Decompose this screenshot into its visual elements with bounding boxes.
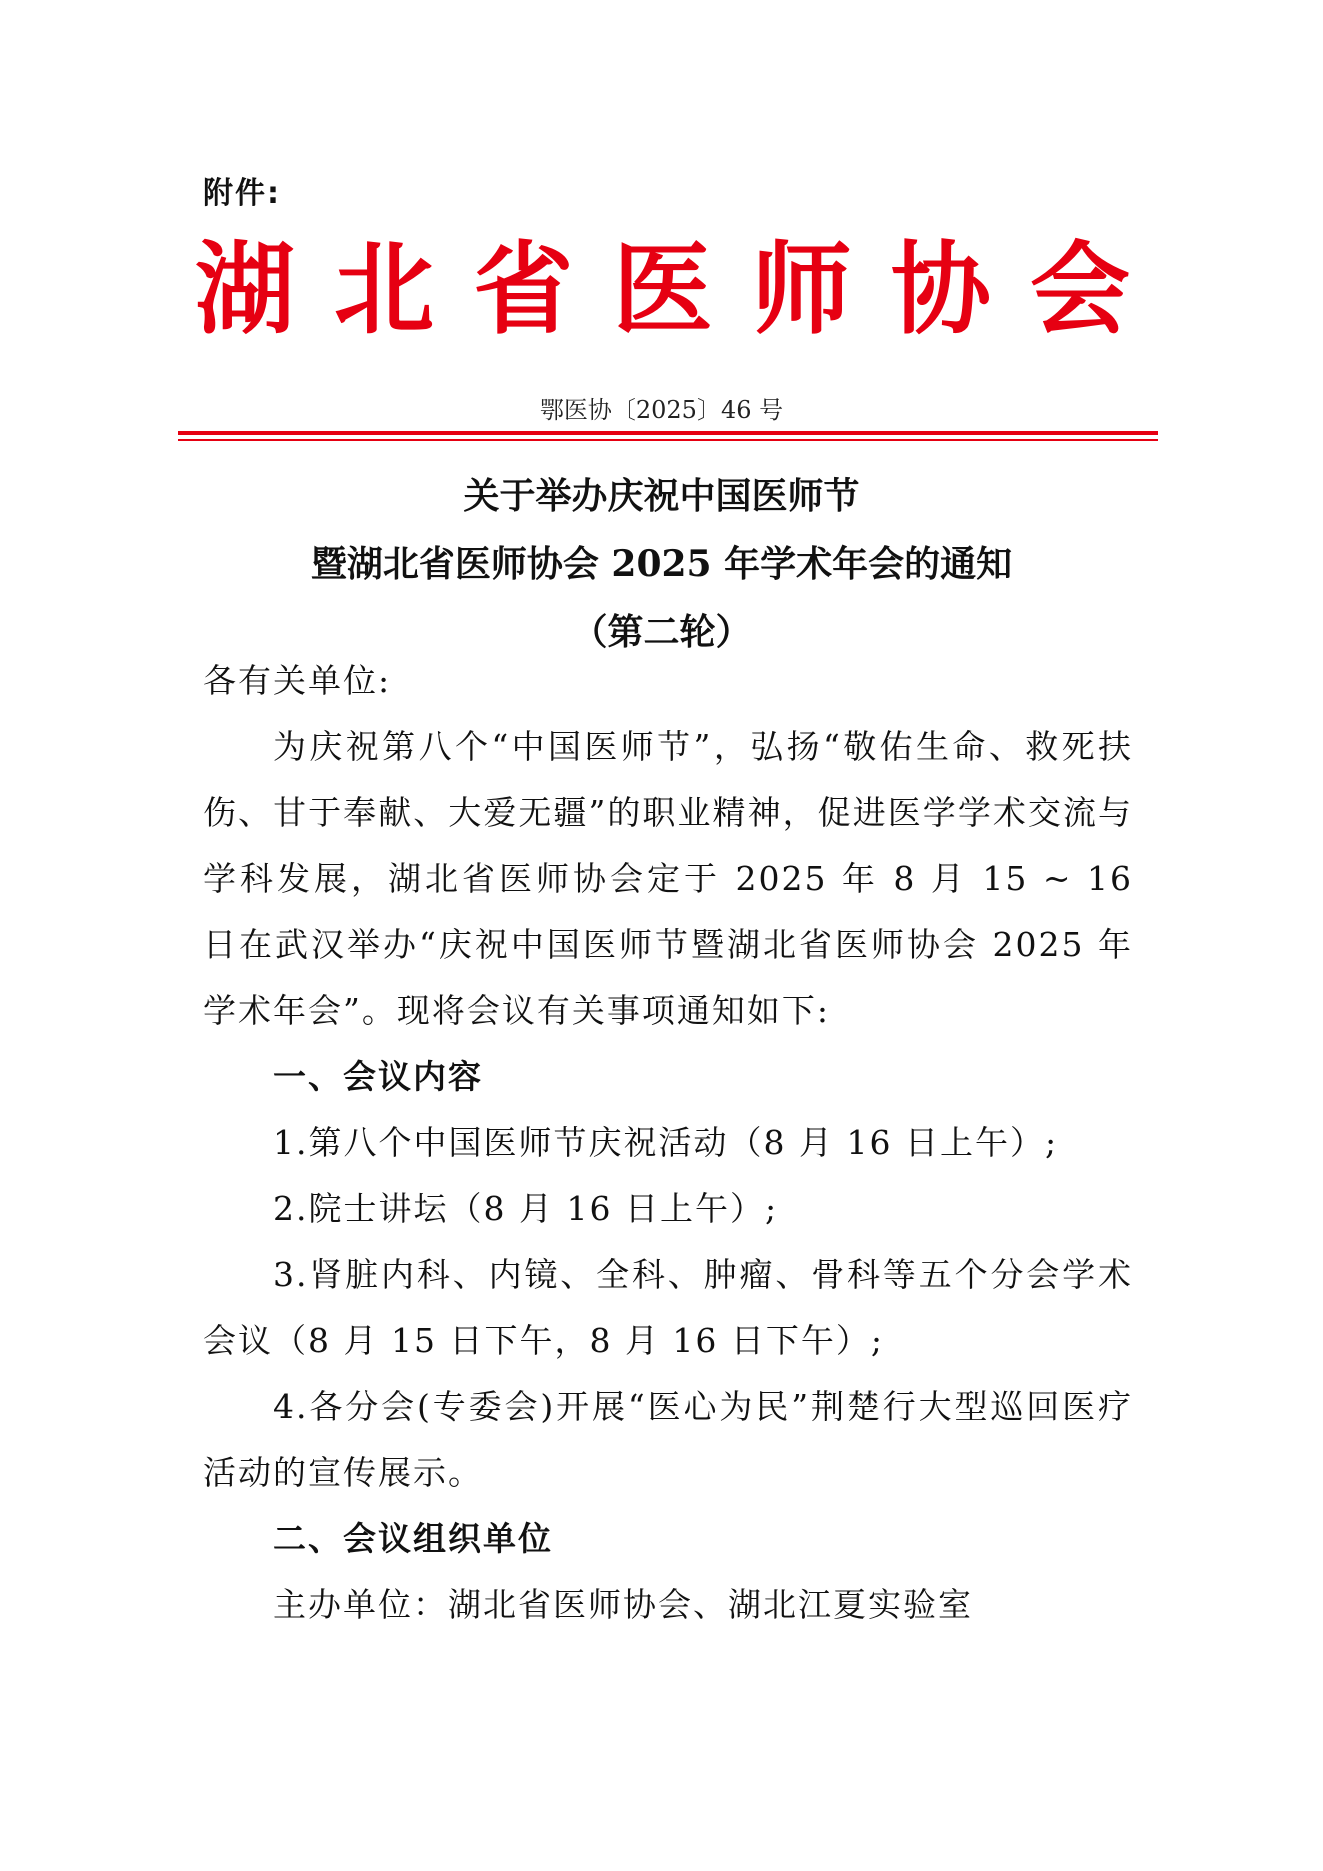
content-item-1: 1.第八个中国医师节庆祝活动（8 月 16 日上午）; (273, 1123, 1059, 1162)
salutation: 各有关单位: (203, 661, 392, 700)
section-heading-content: 一、会议内容 (273, 1057, 483, 1096)
intro-paragraph: 为庆祝第八个“中国医师节”，弘扬“敬佑生命、救死扶伤、甘于奉献、大爱无疆”的职业精神，促进医学学术交流与学科发展，湖北省医师协会定于 2025 年 8 月 15 ~ 16 日在武汉举办“庆祝中国医师节暨湖北省医师协会 2025 年学术年会”。现将会议有关事项通知如下: (203, 727, 1133, 1030)
content-item-4: 4.各分会(专委会)开展“医心为民”荆楚行大型巡回医疗活动的宣传展示。 (203, 1387, 1133, 1492)
attachment-label: 附件: (203, 176, 281, 211)
letterhead-rule-thin (178, 439, 1158, 441)
org-letterhead: 湖北省医师协会 (195, 231, 1140, 348)
notice-title-line-2: 暨湖北省医师协会 2025 年学术年会的通知 (310, 543, 1013, 585)
section-heading-organizers: 二、会议组织单位 (273, 1519, 553, 1558)
letterhead-rule-thick (178, 431, 1158, 435)
host-organization: 主办单位：湖北省医师协会、湖北江夏实验室 (273, 1585, 973, 1624)
document-number: 鄂医协〔2025〕46 号 (539, 396, 784, 424)
content-item-3: 3.肾脏内科、内镜、全科、肿瘤、骨科等五个分会学术会议（8 月 15 日下午，8 月 16 日下午）; (203, 1255, 1133, 1360)
notice-body (203, 648, 1133, 1638)
notice-title-line-3: （第二轮） (571, 611, 752, 653)
content-item-2: 2.院士讲坛（8 月 16 日上午）; (273, 1189, 779, 1228)
notice-title-line-1: 关于举办庆祝中国医师节 (463, 475, 860, 517)
